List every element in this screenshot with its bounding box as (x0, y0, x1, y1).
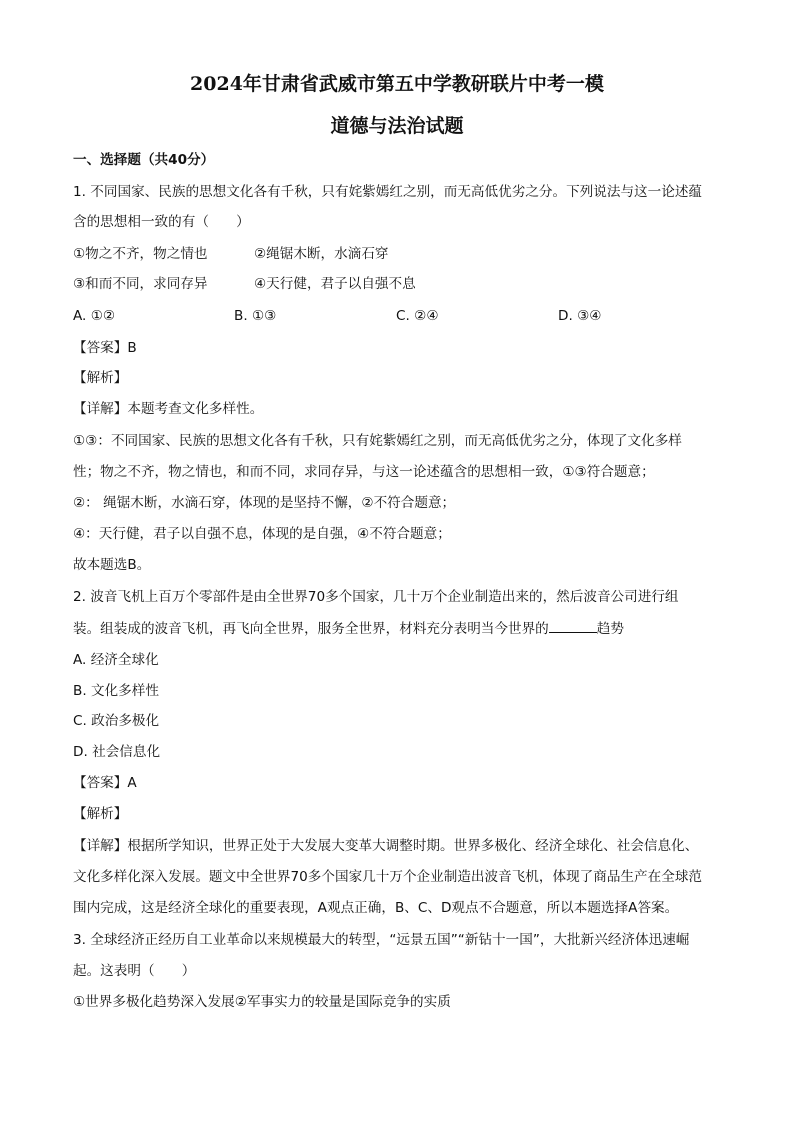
q3-items: ①世界多极化趋势深入发展②军事实力的较量是国际竞争的实质 (73, 994, 451, 1010)
q1-explanation-line2: 性；物之不齐，物之情也，和而不同，求同存异，与这一论述蕴含的思想相一致，①③符合题意； (73, 464, 655, 480)
fill-in-blank (549, 618, 597, 633)
q2-stem-line2-text: 装。组装成的波音飞机，再飞向全世界，服务全世界，材料充分表明当今世界的 (73, 621, 549, 637)
q2-stem-line1: 2. 波音飞机上百万个零部件是由全世界70多个国家，几十万个企业制造出来的，然后波音公司进行组 (73, 589, 679, 605)
q1-analysis-label: 【解析】 (73, 370, 128, 386)
q1-item-1: ①物之不齐，物之情也 (73, 246, 208, 262)
q2-detail-line1: 【详解】根据所学知识，世界正处于大发展大变革大调整时期。世界多极化、经济全球化、社会信息化、 (73, 838, 699, 854)
document-title: 2024年甘肃省武威市第五中学教研联片中考一模 (190, 73, 604, 95)
q2-stem-line2 (73, 618, 624, 639)
q1-option-c: C. ②④ (396, 308, 439, 324)
q1-stem-line2: 含的思想相一致的有（ ） (73, 214, 250, 230)
q1-option-d: D. ③④ (558, 308, 602, 324)
q1-item-3: ③和而不同，求同存异 (73, 276, 208, 292)
q2-option-c: C. 政治多极化 (73, 713, 160, 729)
q2-option-d: D. 社会信息化 (73, 744, 161, 760)
q1-answer: 【答案】B (73, 340, 137, 356)
q2-option-b: B. 文化多样性 (73, 683, 159, 699)
q2-stem-line2-end: 趋势 (596, 621, 624, 637)
q3-stem-line1: 3. 全球经济正经历自工业革命以来规模最大的转型，“远景五国”“新钻十一国”，大批新兴经济体迅速崛 (73, 932, 690, 948)
q2-detail-line2: 文化多样化深入发展。题文中全世界70多个国家几十万个企业制造出波音飞机，体现了商品生产在全球范 (73, 869, 703, 885)
section-heading: 一、选择题（共40分） (73, 152, 215, 168)
q2-answer: 【答案】A (73, 775, 137, 791)
q1-explanation-2: ②： 绳锯木断，水滴石穿，体现的是坚持不懈，②不符合题意； (73, 495, 456, 511)
q1-item-4: ④天行健，君子以自强不息 (254, 276, 416, 292)
document-subtitle: 道德与法治试题 (330, 115, 464, 137)
q3-stem-line2: 起。这表明（ ） (73, 963, 196, 979)
q1-detail: 【详解】本题考查文化多样性。 (73, 401, 264, 417)
q1-explanation-line1: ①③：不同国家、民族的思想文化各有千秋，只有姹紫嫣红之别，而无高低优劣之分，体现了文化多样 (73, 433, 682, 449)
q1-explanation-3: ④：天行健，君子以自强不息，体现的是自强，④不符合题意； (73, 526, 451, 542)
q2-option-a: A. 经济全球化 (73, 652, 159, 668)
q1-conclusion: 故本题选B。 (73, 557, 151, 573)
q2-analysis-label: 【解析】 (73, 806, 128, 822)
q1-option-a: A. ①② (73, 308, 116, 324)
q1-item-2: ②绳锯木断，水滴石穿 (254, 246, 389, 262)
q1-stem-line1: 1. 不同国家、民族的思想文化各有千秋，只有姹紫嫣红之别，而无高低优劣之分。下列说法与这一论述蕴 (73, 184, 703, 200)
q2-detail-line3: 围内完成，这是经济全球化的重要表现，A观点正确，B、C、D观点不合题意，所以本题选择A答案。 (73, 900, 679, 916)
q1-option-b: B. ①③ (234, 308, 277, 324)
